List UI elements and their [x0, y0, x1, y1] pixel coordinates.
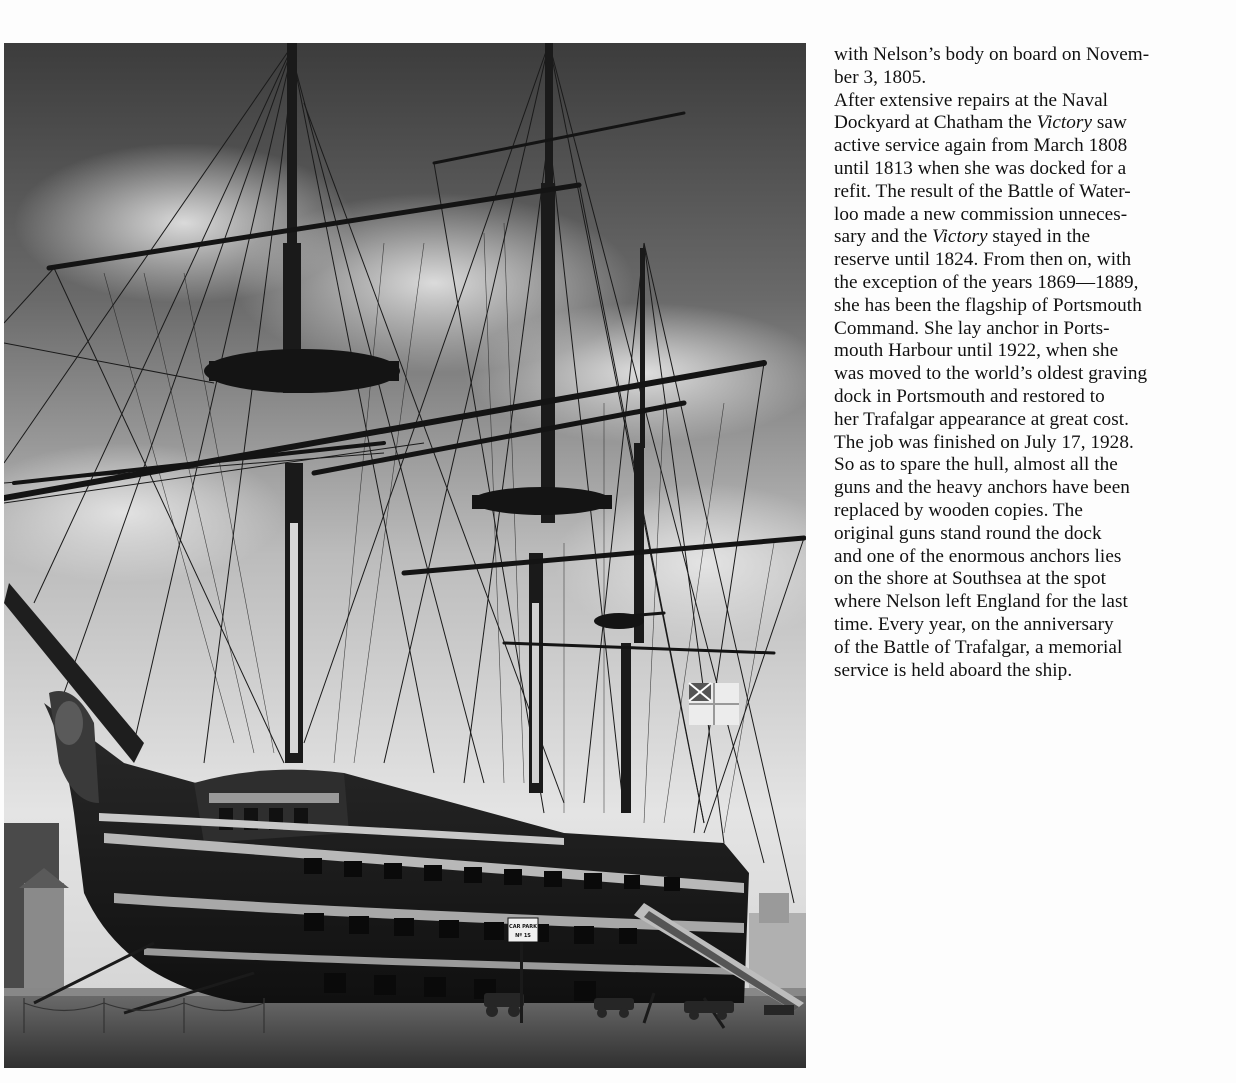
text-run: her Trafalgar appearance at great cost.: [834, 408, 1129, 430]
article-line: [834, 386, 1226, 409]
text-run: active service again from March 1808: [834, 135, 1128, 157]
article-line: [834, 546, 1226, 569]
text-run: service is held aboard the ship.: [834, 659, 1073, 681]
article-line: [834, 249, 1226, 272]
article-line: [834, 432, 1226, 455]
text-run: After extensive repairs at the Naval: [834, 89, 1109, 111]
text-run: reserve until 1824. From then on, with: [834, 249, 1132, 271]
italic-ship-name: Victory: [932, 226, 988, 248]
text-run: mouth Harbour until 1922, when she: [834, 340, 1119, 362]
article-line: [834, 660, 1226, 683]
text-run: original guns stand round the dock: [834, 522, 1102, 544]
text-run: ber 3, 1805.: [834, 66, 927, 88]
sign-line-1: CAR PARK: [509, 924, 537, 930]
article-line: [834, 226, 1226, 249]
text-run: where Nelson left England for the last: [834, 591, 1128, 613]
article-line: [834, 363, 1226, 386]
article-line: [834, 409, 1226, 432]
article-line: [834, 44, 1226, 67]
article-line: [834, 204, 1226, 227]
text-run: time. Every year, on the anniversary: [834, 613, 1114, 635]
article-line: [834, 614, 1226, 637]
article-line: [834, 477, 1226, 500]
article-line: [834, 523, 1226, 546]
text-run: dock in Portsmouth and restored to: [834, 385, 1105, 407]
article-line: [834, 568, 1226, 591]
article-line: [834, 272, 1226, 295]
text-run: of the Battle of Trafalgar, a memorial: [834, 636, 1123, 658]
article-line: [834, 67, 1226, 90]
text-run: replaced by wooden copies. The: [834, 499, 1083, 521]
text-run: The job was finished on July 17, 1928.: [834, 431, 1134, 453]
text-run: loo made a new commission unneces-: [834, 203, 1128, 225]
article-line: [834, 500, 1226, 523]
text-run: So as to spare the hull, almost all the: [834, 454, 1118, 476]
ensign-flag: [689, 683, 739, 725]
text-run: she has been the flagship of Portsmouth: [834, 294, 1142, 316]
text-run: saw: [1092, 112, 1127, 134]
article-line: [834, 454, 1226, 477]
text-run: until 1813 when she was docked for a: [834, 157, 1127, 179]
ship-photograph: [4, 43, 806, 1068]
article-line: [834, 90, 1226, 113]
text-run: with Nelson’s body on board on Novem-: [834, 44, 1150, 65]
article-line: [834, 637, 1226, 660]
text-run: was moved to the world’s oldest graving: [834, 363, 1148, 385]
article-line: [834, 318, 1226, 341]
text-run: refit. The result of the Battle of Water-: [834, 180, 1131, 202]
text-run: on the shore at Southsea at the spot: [834, 568, 1106, 590]
text-run: sary and the: [834, 226, 933, 248]
article-line: [834, 295, 1226, 318]
article-line: [834, 112, 1226, 135]
text-run: stayed in the: [987, 226, 1091, 248]
article-text: [834, 44, 1226, 682]
italic-ship-name: Victory: [1036, 112, 1093, 134]
text-run: and one of the enormous anchors lies: [834, 545, 1122, 567]
text-run: guns and the heavy anchors have been: [834, 477, 1130, 499]
article-line: [834, 158, 1226, 181]
article-line: [834, 181, 1226, 204]
hms-victory-illustration: [4, 43, 806, 1068]
sign-line-2: Nº 1S: [515, 933, 531, 939]
text-run: Dockyard at Chatham the: [834, 112, 1037, 134]
article-line: [834, 340, 1226, 363]
text-run: the exception of the years 1869—1889,: [834, 271, 1139, 293]
text-run: Command. She lay anchor in Ports-: [834, 317, 1110, 339]
article-line: [834, 135, 1226, 158]
article-line: [834, 591, 1226, 614]
